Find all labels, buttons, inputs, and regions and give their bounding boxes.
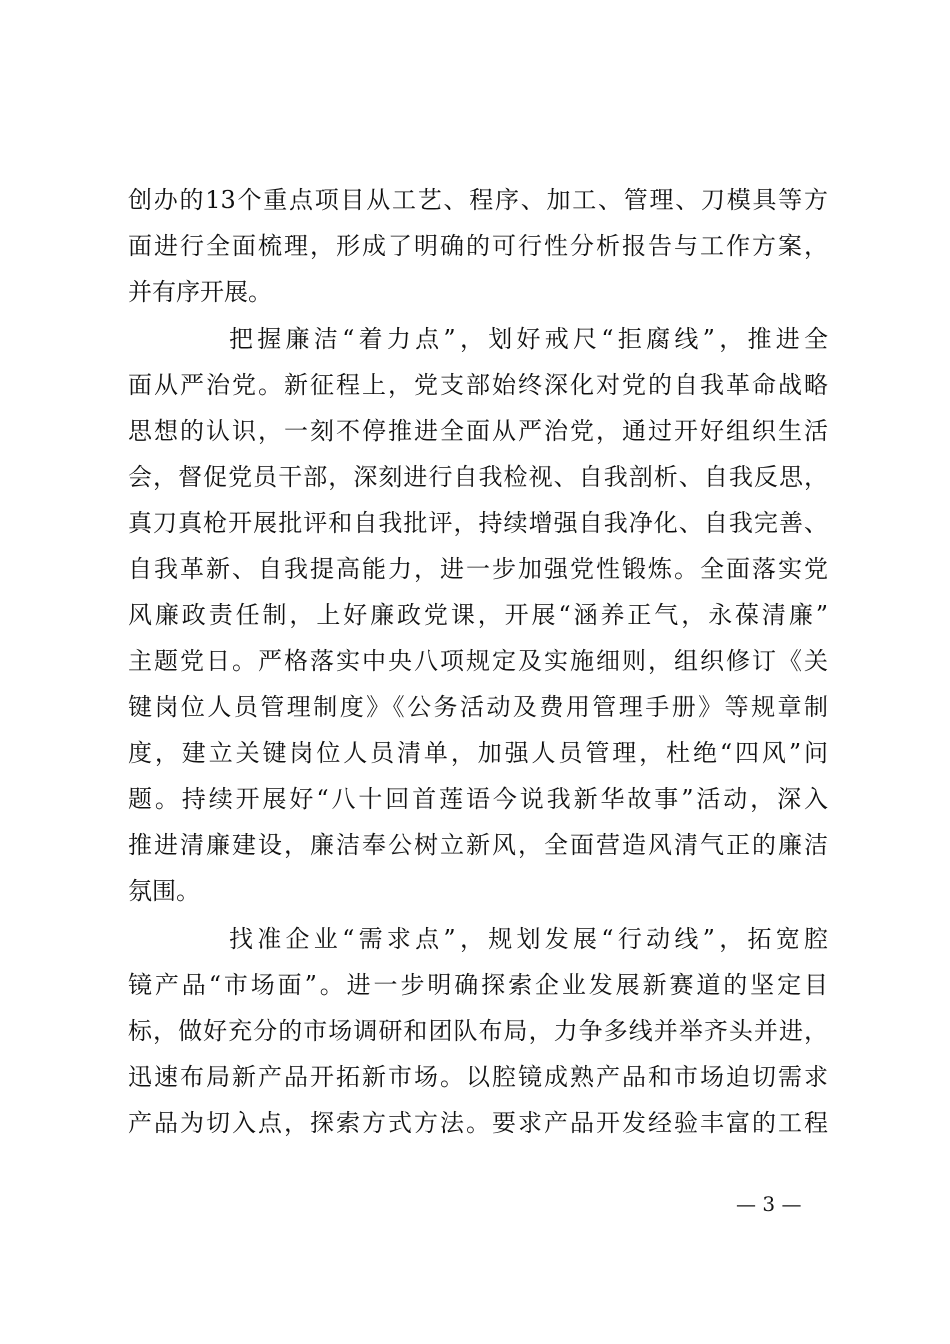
paragraph-first-line: 找准企业“需求点”，规划发展“行动线”，拓宽腔 xyxy=(229,925,828,953)
body-text-line: 题。持续开展好“八十回首莲语今说我新华故事”活动，深入 xyxy=(128,785,828,813)
body-text-line: 并有序开展。 xyxy=(128,278,272,306)
body-text-line: 键岗位人员管理制度》《公务活动及费用管理手册》等规章制 xyxy=(128,693,828,721)
body-text-line: 会，督促党员干部，深刻进行自我检视、自我剖析、自我反思， xyxy=(128,463,828,491)
paragraph-first-line: 把握廉洁“着力点”，划好戒尺“拒腐线”，推进全 xyxy=(229,325,828,353)
body-text-line: 氛围。 xyxy=(128,877,200,905)
body-text-line: 思想的认识，一刻不停推进全面从严治党，通过开好组织生活 xyxy=(128,417,828,445)
body-text-line: 创办的13个重点项目从工艺、程序、加工、管理、刀模具等方 xyxy=(128,186,828,214)
body-text-line: 面从严治党。新征程上，党支部始终深化对党的自我革命战略 xyxy=(128,371,828,399)
body-text-line: 度，建立关键岗位人员清单，加强人员管理，杜绝“四风”问 xyxy=(128,739,828,767)
body-text-line: 自我革新、自我提高能力，进一步加强党性锻炼。全面落实党 xyxy=(128,555,828,583)
body-text-line: 主题党日。严格落实中央八项规定及实施细则，组织修订《关 xyxy=(128,647,828,675)
body-text-line: 镜产品“市场面”。进一步明确探索企业发展新赛道的坚定目 xyxy=(128,971,828,999)
body-text-line: 面进行全面梳理，形成了明确的可行性分析报告与工作方案， xyxy=(128,232,828,260)
body-text-line: 标，做好充分的市场调研和团队布局，力争多线并举齐头并进， xyxy=(128,1017,828,1045)
body-text-line: 推进清廉建设，廉洁奉公树立新风，全面营造风清气正的廉洁 xyxy=(128,831,828,859)
body-text-line: 迅速布局新产品开拓新市场。以腔镜成熟产品和市场迫切需求 xyxy=(128,1063,828,1091)
body-text-line: 风廉政责任制，上好廉政党课，开展“涵养正气，永葆清廉” xyxy=(128,601,828,629)
page-number: — 3 — xyxy=(736,1192,802,1216)
body-text-line: 产品为切入点，探索方式方法。要求产品开发经验丰富的工程 xyxy=(128,1109,828,1137)
body-text-line: 真刀真枪开展批评和自我批评，持续增强自我净化、自我完善、 xyxy=(128,509,828,537)
